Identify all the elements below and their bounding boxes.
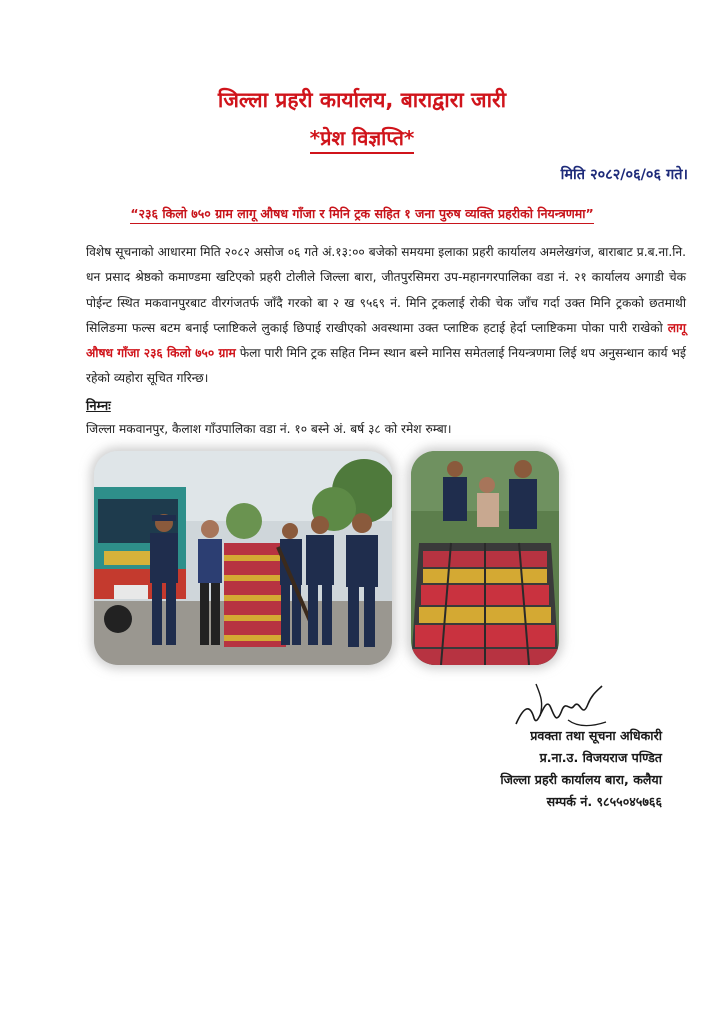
release-date: मिति २०८२/०६/०६ गते। [560, 167, 688, 183]
suspect-details: जिल्ला मकवानपुर, कैलाश गाँउपालिका वडा नं. १० बस्ने अं. बर्ष ३८ को रमेश रुम्बा। [86, 422, 452, 436]
photo-truck-roof-illustration [411, 451, 559, 665]
signatory-name: प्र.ना.उ. विजयराज पण्डित [539, 750, 662, 765]
signatory-office: जिल्ला प्रहरी कार्यालय बारा, कलैया [500, 772, 662, 787]
body-part-2: फेला पारी मिनि ट्रक सहित निम्न स्थान बस्ने मानिस समेतलाई नियन्त्रणमा लिई थप अनुसन्धान कार्य भई रहेको व्यहोरा सूचित गरिन्छ। [86, 346, 686, 386]
press-release-heading [0, 124, 724, 151]
body-paragraph [86, 240, 686, 392]
headline-text: “२३६ किलो ७५० ग्राम लागू औषध गाँजा र मिनि ट्रक सहित १ जना पुरुष व्यक्ति प्रहरीको नियन्त्रणमा” [130, 206, 593, 224]
signature-block [500, 725, 662, 813]
office-title: जिल्ला प्रहरी कार्यालय, बाराद्वारा जारी [217, 88, 507, 112]
photo-truck-roof-packages [411, 451, 559, 665]
photo-seizure-group-illustration [94, 451, 392, 665]
body-part-1: विशेष सूचनाको आधारमा मिति २०८२ असोज ०६ गते अं.१३:०० बजेको समयमा इलाका प्रहरी कार्यालय अमलेखगंज, बाराबाट प्र.ब.ना.नि. धन प्रसाद श्रेष्ठको कमाण्डमा खटिएको प्रहरी टोलीले जिल्ला बारा, जीतपुरसिमरा उप-महानगरपालिका वडा नं. २१ कार्यालय अगाडी चेक पोईन्ट स्थित मकवानपुरबाट वीरगंजतर्फ जाँदै गरको बा २ ख ९५६९ नं. मिनि ट्रकलाई रोकी चेक जाँच गर्दा उक्त मिनि ट्रकको छतमाथी सिलिङमा फल्स बटम बनाई प्लाष्टिकले लुकाई छिपाई राखीएको अवस्थामा उक्त प्लाष्टिक हटाई हेर्दा प्लाष्टिकमा पोका पारी राखेको [86, 245, 686, 335]
press-release-heading-text: *प्रेश विज्ञप्ति* [310, 126, 415, 154]
photo-seizure-group [94, 451, 392, 665]
body-highlight: लागू औषध गाँजा २३६ किलो ७५० ग्राम [86, 320, 686, 361]
headline [40, 205, 684, 222]
niman-label: निम्नः [86, 399, 111, 414]
contact-number: सम्पर्क नं. ९८५५०४५७६६ [546, 794, 662, 809]
signatory-designation: प्रवक्ता तथा सूचना अधिकारी [530, 728, 662, 743]
